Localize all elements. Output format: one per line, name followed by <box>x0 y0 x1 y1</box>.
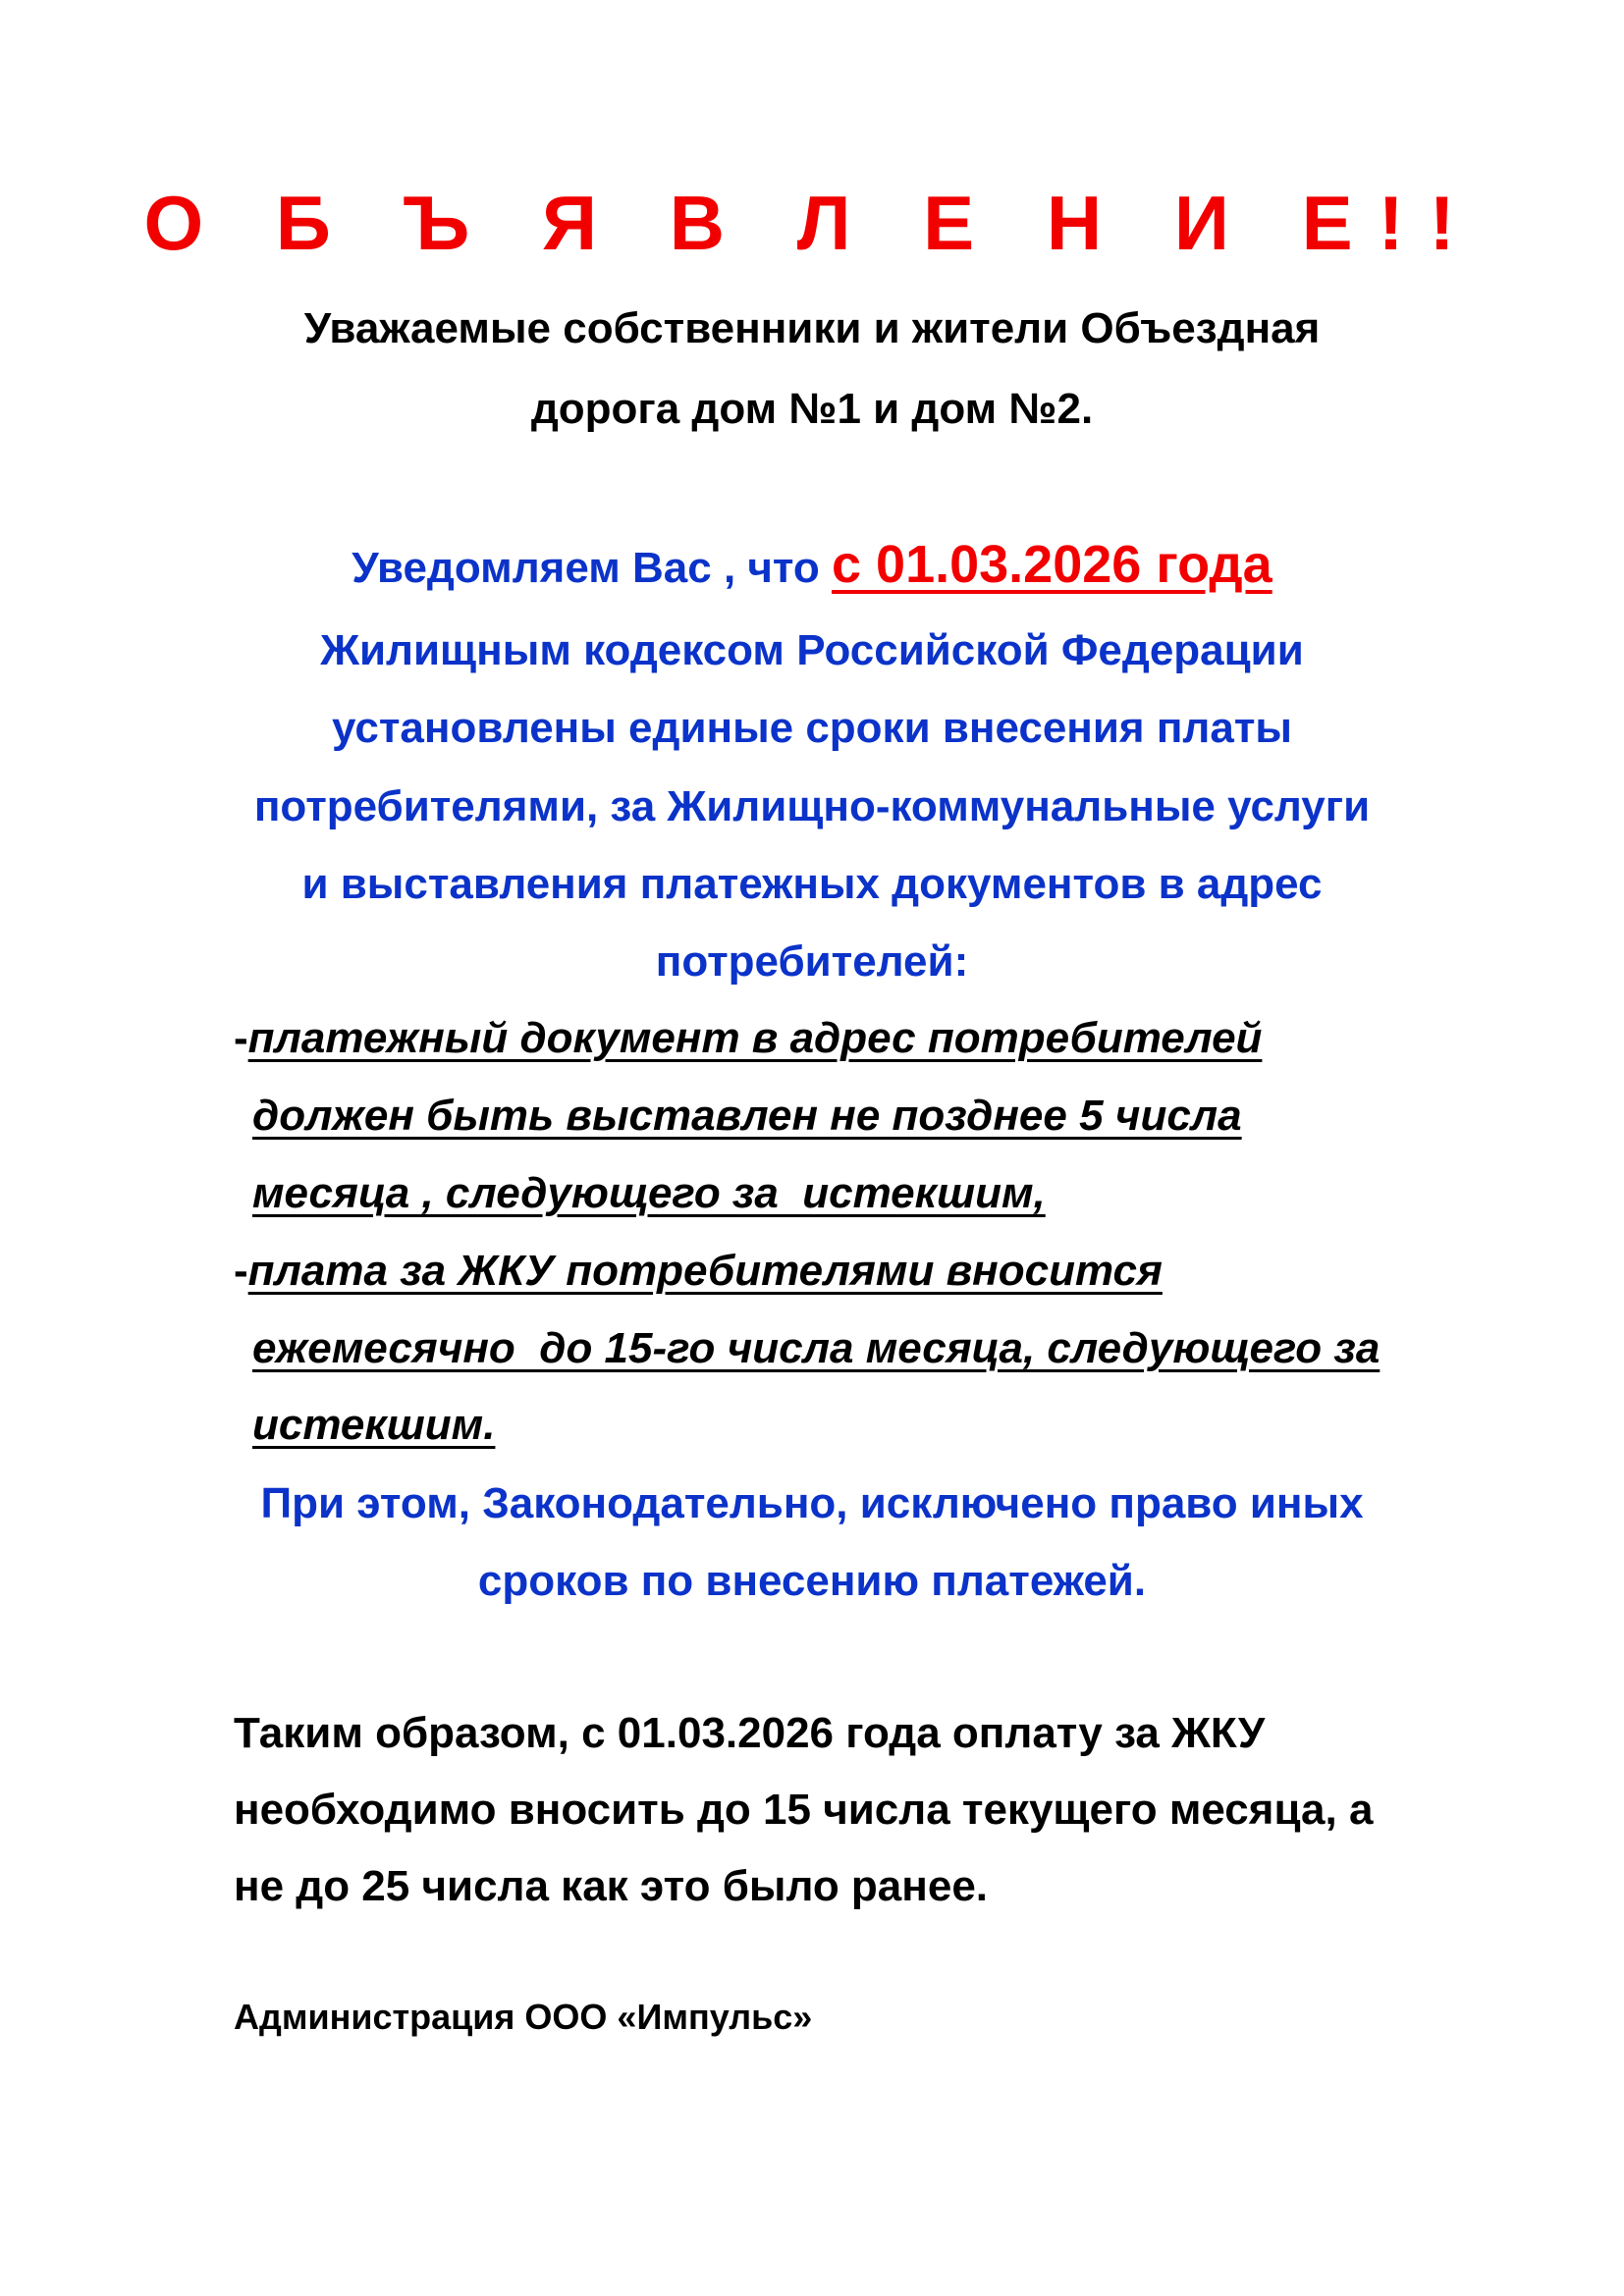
rule-1-text-1: платежный документ в адрес потребителей <box>247 1014 1263 1062</box>
notice-line-3: потребителями, за Жилищно-коммунальные услуги <box>253 782 1371 830</box>
rule-2-line-2: ежемесячно до 15-го числа месяца, следующего за <box>252 1324 1380 1372</box>
rule-2-dash: - <box>234 1247 248 1295</box>
rule-2-line-1 <box>234 1247 1163 1295</box>
conclusion-line-1: Таким образом, с 01.03.2026 года оплату за ЖКУ <box>234 1709 1266 1757</box>
rule-1-dash: - <box>234 1014 248 1062</box>
date-highlight: с 01.03.2026 года <box>832 535 1272 594</box>
page-title: О Б Ъ Я В Л Е Н И Е!! <box>143 180 1481 266</box>
signature: Администрация ООО «Импульс» <box>234 1997 813 2037</box>
notice-line-1: Жилищным кодексом Российской Федерации <box>320 626 1304 674</box>
notice-intro-line <box>0 535 1624 594</box>
conclusion-line-2: необходимо вносить до 15 числа текущего месяца, а <box>234 1786 1374 1834</box>
conclusion-line-3: не до 25 числа как это было ранее. <box>234 1862 989 1910</box>
notice-intro: Уведомляем Вас , что <box>352 544 833 592</box>
rule-1-line-1 <box>234 1014 1263 1062</box>
law-note-line-1: При этом, Законодательно, исключено право иных <box>260 1479 1364 1527</box>
notice-line-4: и выставления платежных документов в адрес <box>301 860 1323 908</box>
notice-line-2: установлены единые сроки внесения платы <box>332 704 1292 752</box>
rule-2-line-3: истекшим. <box>252 1401 496 1449</box>
rule-2-text-1: плата за ЖКУ потребителями вносится <box>247 1247 1163 1295</box>
greeting-line-2: дорога дом №1 и дом №2. <box>530 385 1094 433</box>
rule-1-line-3: месяца , следующего за истекшим, <box>252 1169 1046 1217</box>
notice-line-5: потребителей: <box>655 937 969 986</box>
law-note-line-2: сроков по внесению платежей. <box>477 1557 1147 1605</box>
greeting-line-1: Уважаемые собственники и жители Объездная <box>303 304 1321 352</box>
rule-1-line-2: должен быть выставлен не позднее 5 числа <box>252 1092 1242 1140</box>
